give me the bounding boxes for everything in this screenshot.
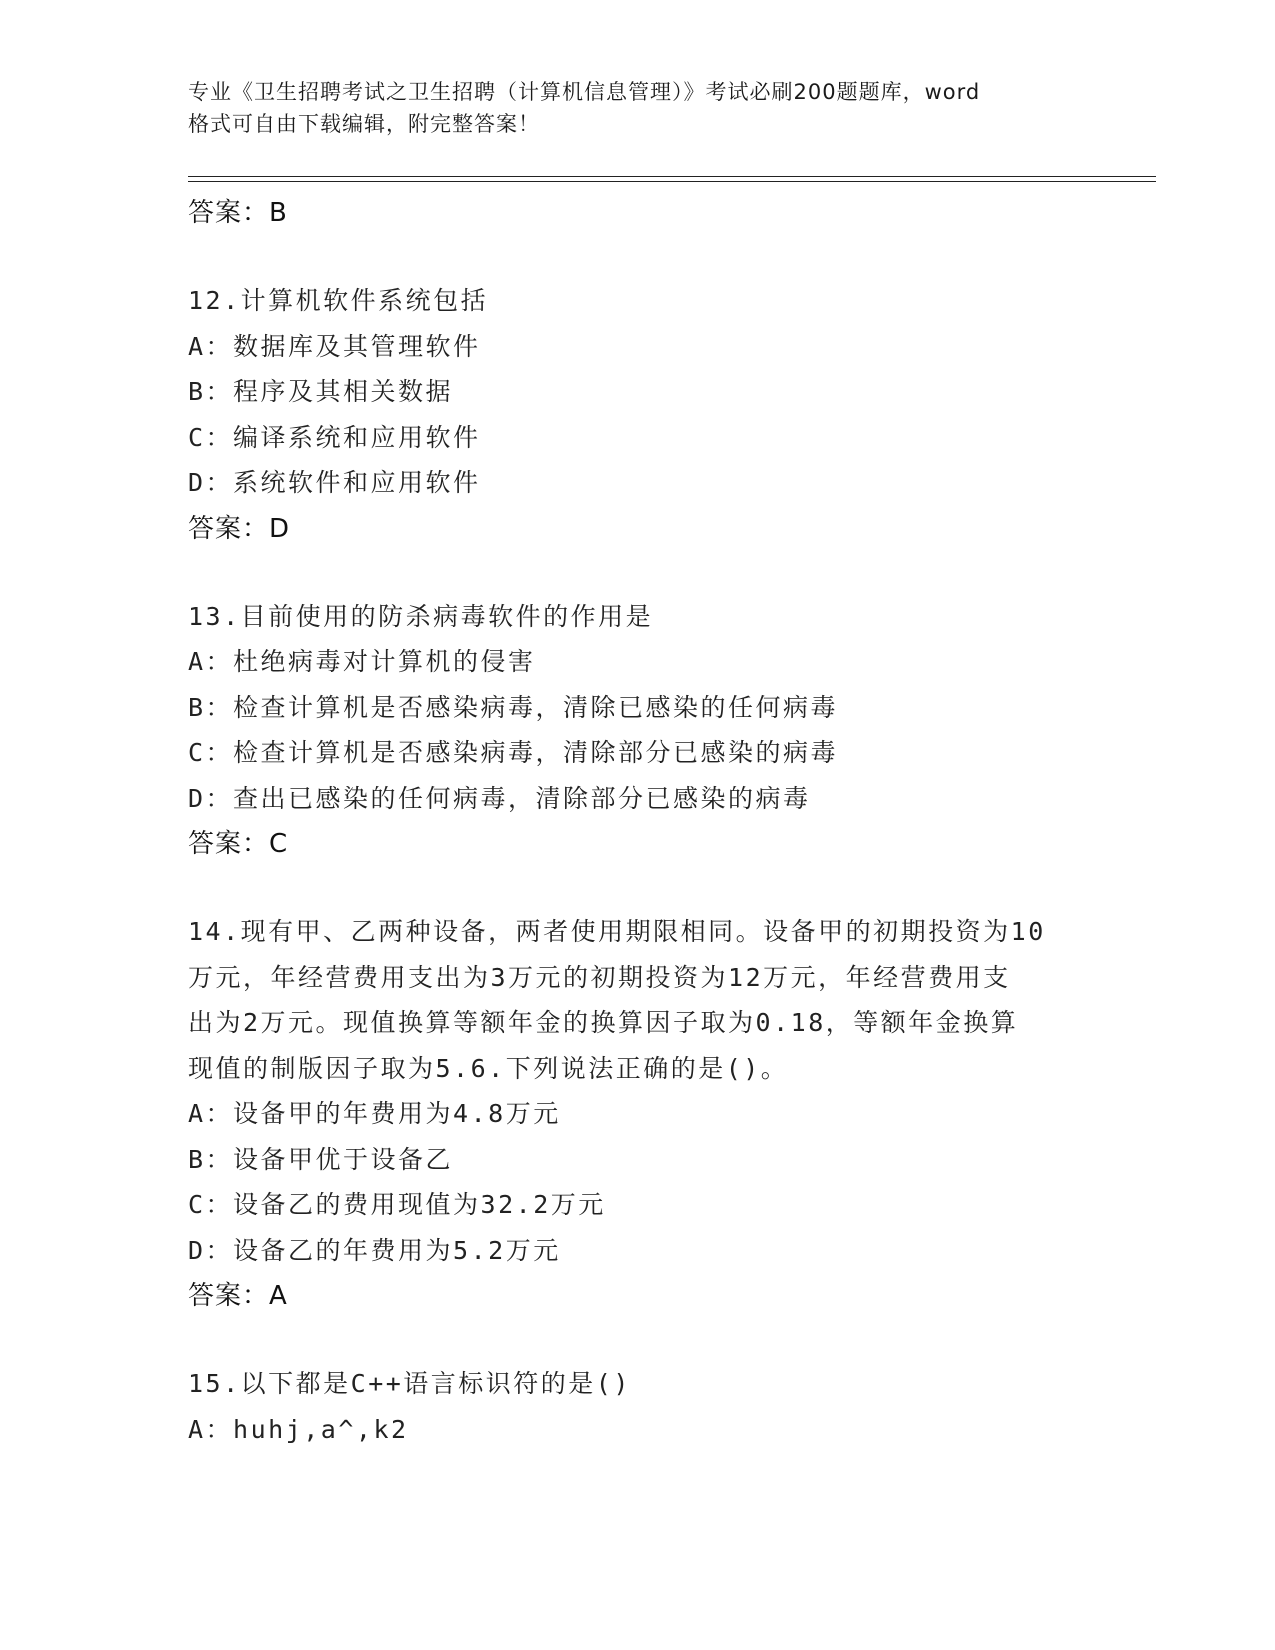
answer-line: 答案：B: [188, 198, 288, 228]
answer-line: 答案：A: [188, 1281, 288, 1311]
option-b: B：设备甲优于设备乙: [188, 1144, 454, 1174]
question-12: [188, 278, 1148, 552]
question-text: 12.计算机软件系统包括: [188, 286, 489, 315]
question-15: [188, 1361, 1148, 1452]
header-divider-top: [188, 176, 1156, 177]
answer-line: 答案：D: [188, 513, 291, 544]
question-text-line: 出为2万元。现值换算等额年金的换算因子取为0.18，等额年金换算: [188, 1008, 1019, 1037]
option-c: C：检查计算机是否感染病毒，清除部分已感染的病毒: [188, 738, 839, 767]
option-c: C：设备乙的费用现值为32.2万元: [188, 1190, 606, 1219]
question-text-line: 现值的制版因子取为5.6.下列说法正确的是()。: [188, 1053, 789, 1083]
option-d: D：查出已感染的任何病毒，清除部分已感染的病毒: [188, 783, 811, 813]
question-14: [188, 909, 1148, 1319]
question-text: 13.目前使用的防杀病毒软件的作用是: [188, 601, 654, 631]
question-text-line: 万元，年经营费用支出为3万元的初期投资为12万元，年经营费用支: [188, 962, 1011, 992]
option-b: B：程序及其相关数据: [188, 377, 454, 406]
question-list: [188, 190, 1148, 1452]
option-a: A：huhj,a^,k2: [188, 1414, 409, 1444]
option-a: A：杜绝病毒对计算机的侵害: [188, 647, 536, 676]
question-text: 15.以下都是C++语言标识符的是(): [188, 1369, 631, 1398]
option-c: C：编译系统和应用软件: [188, 422, 481, 452]
option-d: D：设备乙的年费用为5.2万元: [188, 1235, 561, 1265]
answer-line: 答案：C: [188, 829, 289, 859]
question-text-line: 14.现有甲、乙两种设备，两者使用期限相同。设备甲的初期投资为10: [188, 917, 1046, 946]
header-line-2: 格式可自由下载编辑，附完整答案！: [188, 112, 540, 136]
option-d: D：系统软件和应用软件: [188, 468, 481, 497]
header-line-1: 专业《卫生招聘考试之卫生招聘（计算机信息管理）》考试必刷200题题库，word: [188, 80, 981, 104]
option-a: A：数据库及其管理软件: [188, 331, 481, 361]
option-a: A：设备甲的年费用为4.8万元: [188, 1099, 561, 1128]
question-13: [188, 594, 1148, 868]
header-divider-bottom: [188, 181, 1156, 182]
document-header: [188, 76, 1088, 140]
option-b: B：检查计算机是否感染病毒，清除已感染的任何病毒: [188, 692, 839, 722]
